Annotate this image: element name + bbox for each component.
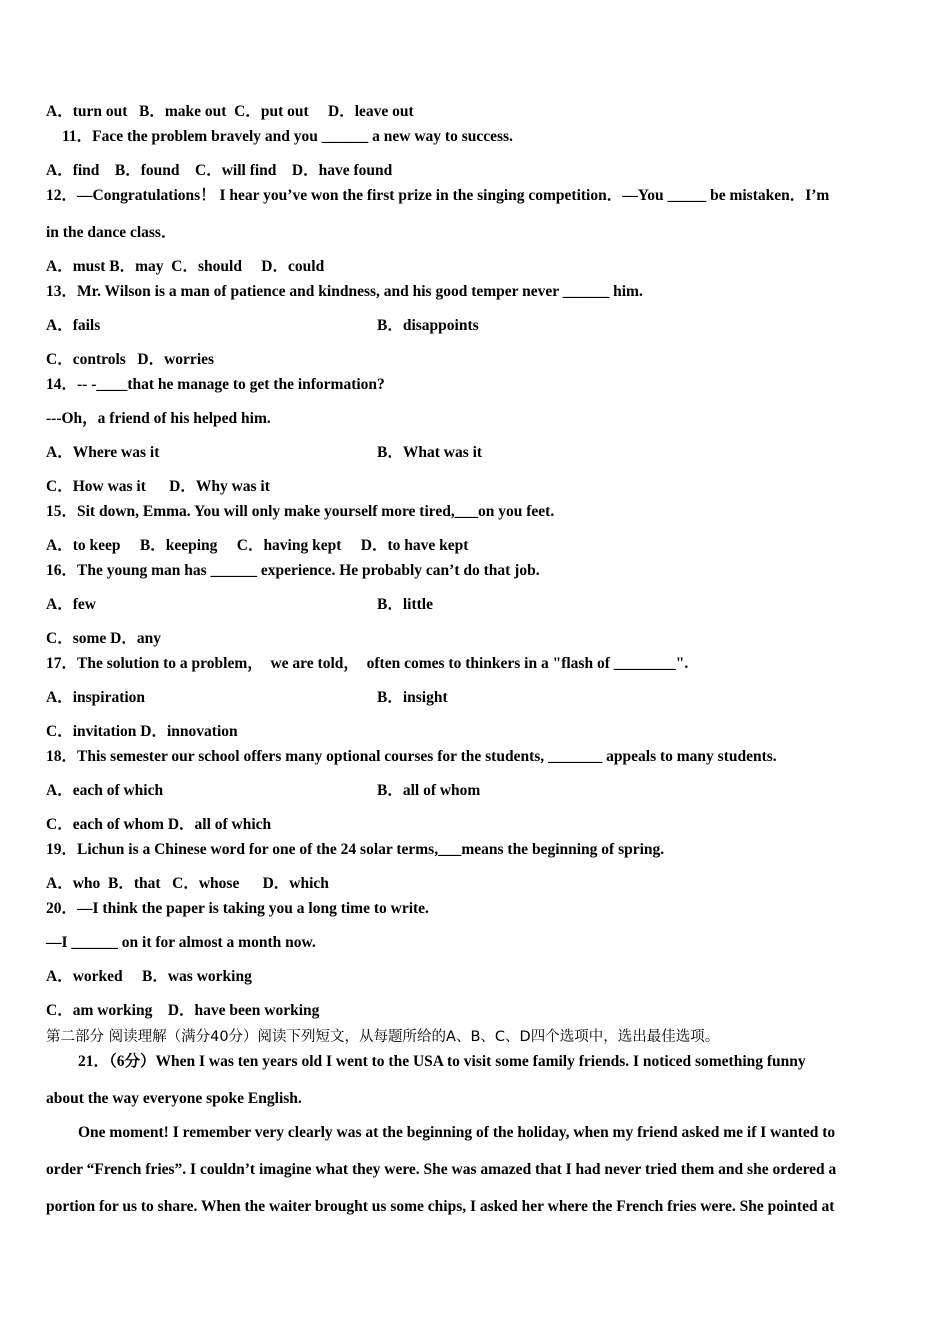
q20-options-ab: A．worked B．was working (46, 968, 252, 985)
q20-stem: 20．—I think the paper is taking you a long time to write. (46, 900, 429, 917)
q12-options: A．must B．may C．should D．could (46, 258, 325, 275)
q16-options-cd: C．some D．any (46, 630, 161, 647)
q11-stem: 11．Face the problem bravely and you ______ a new way to success. (62, 128, 513, 145)
q10-options: A．turn out B．make out C．put out D．leave out (46, 103, 414, 120)
q13-option-b: B．disappoints (377, 317, 479, 334)
q12-stem-cont: in the dance class． (46, 224, 177, 241)
q17-option-a: A．inspiration (46, 689, 146, 706)
q13-option-a: A．fails (46, 317, 101, 334)
q18-stem: 18．This semester our school offers many optional courses for the students, _______ appeals to many students. (46, 748, 777, 765)
q13-options-cd: C．controls D．worries (46, 351, 215, 368)
q14-stem: 14．-- -____that he manage to get the information? (46, 376, 385, 393)
q16-option-a: A．few (46, 596, 96, 613)
q17-stem: 17．The solution to a problem， we are told， often comes to thinkers in a "flash of ________". (46, 655, 689, 672)
q15-options: A．to keep B．keeping C．having kept D．to have kept (46, 537, 469, 554)
q13-stem: 13．Mr. Wilson is a man of patience and kindness, and his good temper never ______ him. (46, 283, 643, 300)
q20-stem-reply: —I ______ on it for almost a month now. (46, 934, 316, 951)
q16-option-b: B．little (377, 596, 433, 613)
q21-passage-line-5: portion for us to share. When the waiter brought us some chips, I asked her where the French fries were. She pointed at (46, 1198, 835, 1215)
q15-stem: 15．Sit down, Emma. You will only make yourself more tired,___on you feet. (46, 503, 555, 520)
q19-stem: 19．Lichun is a Chinese word for one of the 24 solar terms,___means the beginning of spring. (46, 841, 665, 858)
q21-passage-line-4: order “French fries”. I couldn’t imagine what they were. She was amazed that I had never tried them and she ordered a (46, 1161, 837, 1178)
q17-option-b: B．insight (377, 689, 448, 706)
q18-option-a: A．each of which (46, 782, 164, 799)
q14-option-b: B．What was it (377, 444, 483, 461)
section-heading: 第二部分 阅读理解（满分40分）阅读下列短文，从每题所给的A、B、C、D四个选项中，选出最佳选项。 (46, 1029, 720, 1045)
q14-options-cd: C．How was it D．Why was it (46, 478, 270, 495)
q20-options-cd: C．am working D．have been working (46, 1002, 320, 1019)
q21-passage-line-2: about the way everyone spoke English. (46, 1090, 302, 1107)
q18-options-cd: C．each of whom D．all of which (46, 816, 272, 833)
q16-stem: 16．The young man has ______ experience. He probably can’t do that job. (46, 562, 540, 579)
q11-options: A．find B．found C．will find D．have found (46, 162, 393, 179)
q19-options: A．who B．that C．whose D．which (46, 875, 329, 892)
q21-passage-line-1: 21．（6分）When I was ten years old I went to the USA to visit some family friends. I noticed something funny (78, 1053, 806, 1070)
q14-stem-reply: ---Oh，a friend of his helped him. (46, 410, 271, 427)
q17-options-cd: C．invitation D．innovation (46, 723, 238, 740)
q21-passage-line-3: One moment! I remember very clearly was at the beginning of the holiday, when my friend asked me if I wanted to (78, 1124, 836, 1141)
q12-stem: 12．—Congratulations！ I hear you’ve won the first prize in the singing competition．—You _____ be mistaken．I’m (46, 187, 830, 204)
q18-option-b: B．all of whom (377, 782, 481, 799)
q14-option-a: A．Where was it (46, 444, 160, 461)
